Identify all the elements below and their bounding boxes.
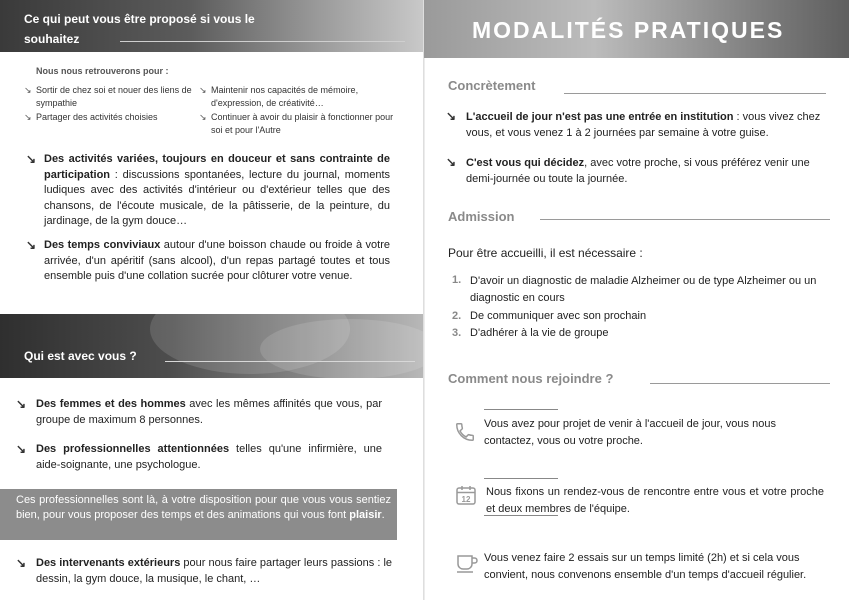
femmes-paragraph: Des femmes et des hommes avec les mêmes affinités que vous, par groupe de maximum 8 personnes. [36,398,383,426]
modalites-title: MODALITÉS PRATIQUES [472,17,785,43]
list-item: ↘ Maintenir nos capacités de mémoire, d'expression, de créativité… [199,85,359,108]
banner-modalites [424,0,849,58]
retrouverons-col2 [199,84,394,138]
left-panel [0,0,424,600]
step-text: Vous venez faire 2 essais sur un temps limité (2h) et si cela vous convient, nous convenons ensemble d'un temps d'accueil régulier. [484,552,807,581]
list-item: ↘ Continuer à avoir du plaisir à fonctionner pour soi et pour l'Autre [199,112,394,135]
arrow-icon: ↘ [199,85,207,95]
step-divider [484,515,558,516]
calendar-day: 12 [461,495,471,504]
section-divider [650,383,830,384]
step-text: Vous avez pour projet de venir à l'accueil de jour, vous nous contactez, vous ou votre proche. [484,418,776,447]
concretement-title: Concrètement [448,78,536,93]
concretement-p2: C'est vous qui décidez, avec votre proche, si vous préférez venir une demi-journée ou toute la journée. [466,157,810,185]
admission-intro: Pour être accueilli, il est nécessaire : [448,246,643,260]
retrouverons-heading: Nous nous retrouverons pour : [36,66,169,76]
admission-title: Admission [448,209,515,224]
arrow-icon: ↘ [446,109,457,123]
arrow-icon: ↘ [16,442,27,456]
arrow-icon: ↘ [26,152,37,166]
arrow-icon: ↘ [24,112,32,122]
activites-paragraph: Des activités variées, toujours en douceur et sans contrainte de participation : discussions spontanées, lecture du journal, moments ludiques avec des activités d'intérieur ou d'extérieur telles que des chansons, de l'écoute musicale, de la pâtisserie, de la peinture, du jardinage, de la gym douce… [44,153,390,227]
cup-icon [455,552,479,574]
step-divider [484,478,558,479]
admission-item: D'avoir un diagnostic de maladie Alzheimer ou de type Alzheimer ou un diagnostic en cours [470,275,817,304]
arrow-icon: ↘ [26,238,37,252]
intervenants-paragraph: Des intervenants extérieurs pour nous faire partager leurs passions : le dessin, la gym douce, la musique, le chant, … [36,557,393,585]
pros-paragraph: Des professionnelles attentionnées telles qu'une infirmière, une aide-soignante, une psychologue. [36,443,383,471]
concretement-p1: L'accueil de jour n'est pas une entrée en institution : vous vivez chez vous, et vous venez 1 à 2 journées par semaine à votre guise. [466,111,821,139]
rejoindre-title: Comment nous rejoindre ? [448,371,614,386]
retrouverons-col1 [24,84,194,125]
info-box: Ces professionnelles sont là, à votre disposition pour que vous vous sentiez bien, pour vous proposer des temps et des animations qui vous font plaisir. [0,489,397,540]
admission-item: D'adhérer à la vie de groupe [470,327,609,339]
arrow-icon: ↘ [16,556,27,570]
arrow-icon: ↘ [24,85,32,95]
list-item: ↘ Sortir de chez soi et nouer des liens de sympathie [24,85,192,108]
arrow-icon: ↘ [16,397,27,411]
banner-qui-est-avec-vous [0,314,424,378]
banner-propose [0,0,424,52]
banner-divider [120,41,405,42]
banner-photo-shape [260,319,424,378]
right-panel [424,0,849,600]
step-divider [484,409,558,410]
conviviaux-paragraph: Des temps conviviaux autour d'une boisson chaude ou froide à votre arrivée, d'un apéritif (sans alcool), d'un repas partagé toutes et tous ensemble puis d'une collation sucrée pour clôturer votre venue. [44,239,390,282]
list-number: 2. [452,310,462,322]
banner-propose-title: Ce qui peut vous être proposé si vous le souhaitez [24,12,255,46]
list-item: ↘ Partager des activités choisies [24,112,158,122]
phone-icon [454,421,476,443]
banner-qui-title: Qui est avec vous ? [24,349,137,363]
step-text: Nous fixons un rendez-vous de rencontre entre vous et votre proche et deux membres de l'équipe. [486,486,824,515]
list-number: 3. [452,327,462,339]
admission-item: De communiquer avec son prochain [470,310,647,322]
banner-divider [165,361,415,362]
calendar-icon [455,484,477,506]
arrow-icon: ↘ [446,155,457,169]
list-number: 1. [452,274,462,286]
arrow-icon: ↘ [199,112,207,122]
section-divider [540,219,830,220]
section-divider [564,93,826,94]
